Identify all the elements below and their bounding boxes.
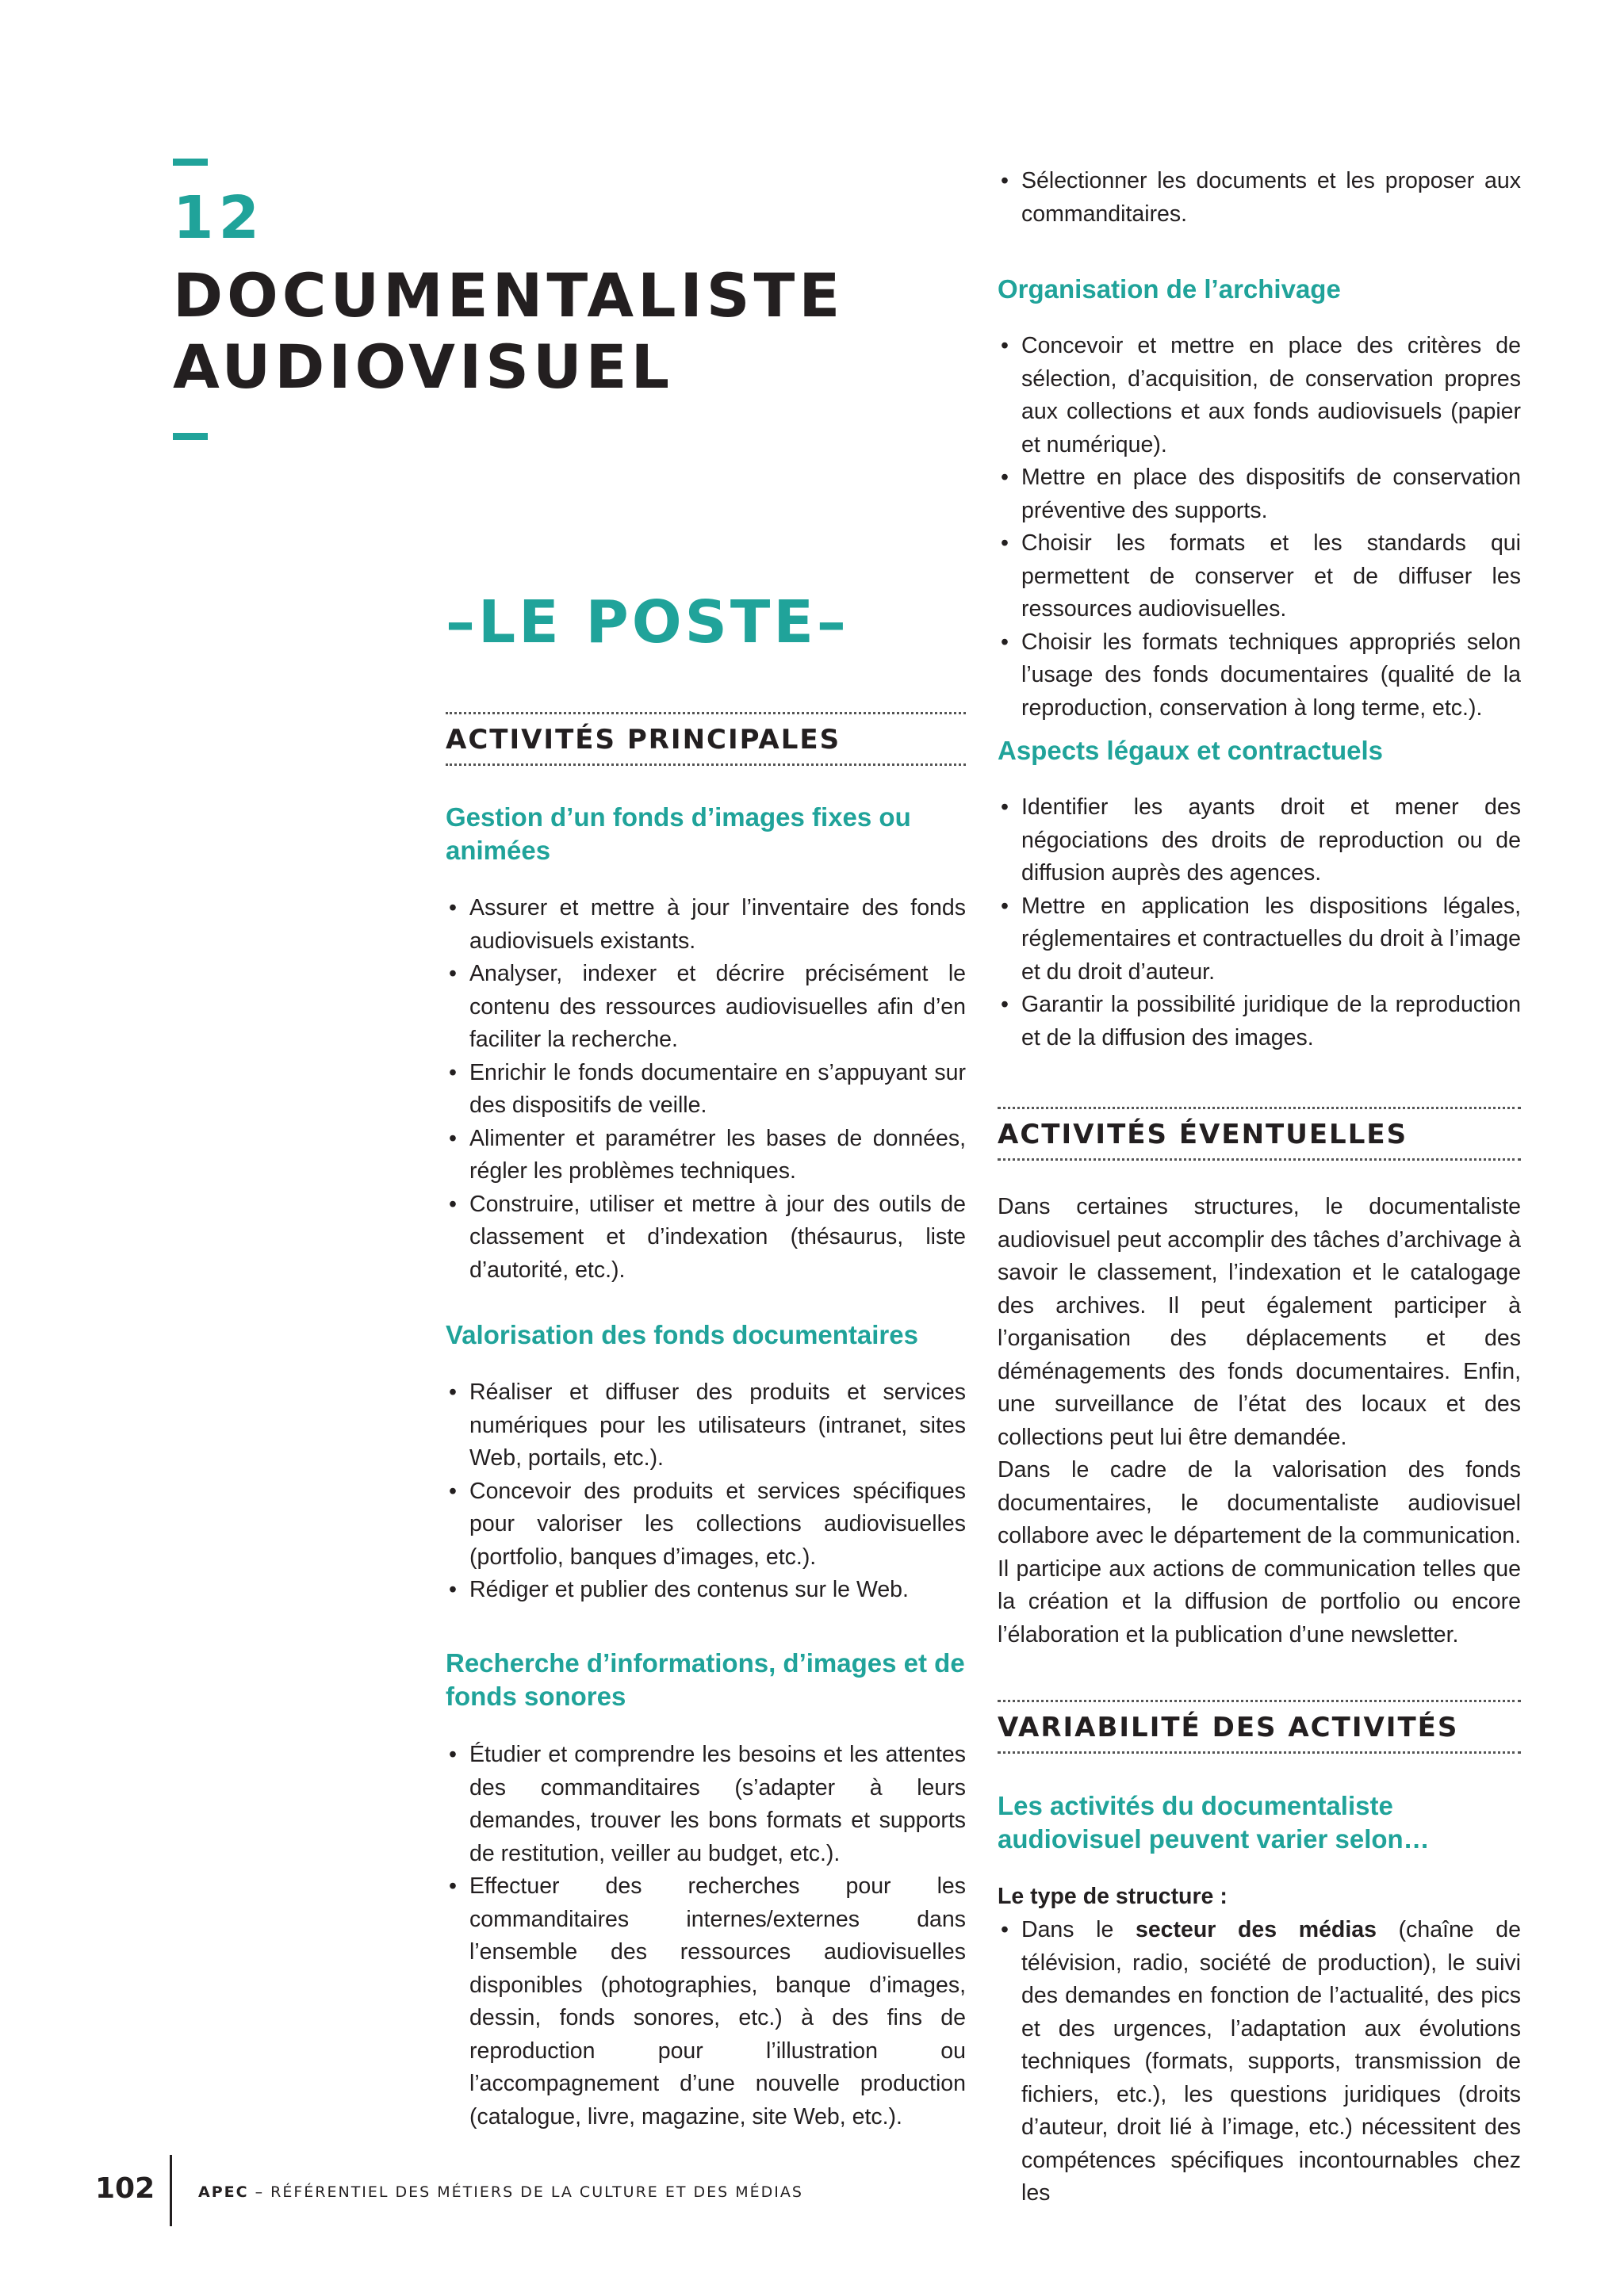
subheading-variabilite: Les activités du documentaliste audiovisuel peuvent varier selon… bbox=[998, 1791, 1430, 1854]
heading-variabilite: VARIABILITÉ DES ACTIVITÉS bbox=[998, 1700, 1521, 1754]
job-number: 12 bbox=[173, 184, 264, 252]
subheading-recherche: Recherche d’informations, d’images et de fonds sonores bbox=[446, 1648, 965, 1711]
list-item: • Garantir la possibilité juridique de la reproduction et de la diffusion des images. bbox=[998, 989, 1521, 1054]
item-prefix: Dans le bbox=[1021, 1917, 1136, 1942]
list-aspects-legaux bbox=[998, 791, 1521, 1054]
heading-activites-principales: ACTIVITÉS PRINCIPALES bbox=[446, 712, 966, 766]
list-item bbox=[998, 1914, 1521, 2210]
list-item: • Réaliser et diffuser des produits et services numériques pour les utilisateurs (intranet, sites Web, portails, etc.). bbox=[446, 1376, 966, 1475]
paragraph-eventuelles-1: Dans certaines structures, le documentaliste audiovisuel peut accomplir des tâches d’archivage à savoir le classement, l’indexation et le catalogage des archives. Il peut également participer à l’organisation des déplacements et des déménagements des fonds documentaires. Enfin, une surveillance de l’état des locaux et des collections peut lui être demandée. bbox=[998, 1194, 1521, 1450]
subheading-valorisation: Valorisation des fonds documentaires bbox=[446, 1320, 918, 1349]
label-type-structure: Le type de structure : bbox=[998, 1884, 1228, 1909]
job-title-line-2: AUDIOVISUEL bbox=[173, 331, 674, 402]
title-dash-bottom bbox=[173, 433, 208, 440]
list-archivage bbox=[998, 330, 1521, 725]
list-item: • Effectuer des recherches pour les commanditaires internes/externes dans l’ensemble des ressources audiovisuelles disponibles (photographies, banque d’images, dessin, fonds sonores, etc.) à des fins de reproduction pour l’illustration ou l’accompagnement d’une nouvelle production (catalogue, livre, magazine, site Web, etc.). bbox=[446, 1870, 966, 2133]
list-item: • Alimenter et paramétrer les bases de données, régler les problèmes techniques. bbox=[446, 1123, 966, 1188]
list-type-structure bbox=[998, 1914, 1521, 2210]
heading-activites-eventuelles: ACTIVITÉS ÉVENTUELLES bbox=[998, 1107, 1521, 1161]
list-valorisation bbox=[446, 1376, 966, 1607]
list-item: • Choisir les formats et les standards qui permettent de conserver et de diffuser les ressources audiovisuelles. bbox=[998, 527, 1521, 626]
list-item: • Étudier et comprendre les besoins et les attentes des commanditaires (s’adapter à leurs demandes, trouver les bons formats et supports de restitution, veiller au budget, etc.). bbox=[446, 1739, 966, 1870]
list-item: • Rédiger et publier des contenus sur le Web. bbox=[446, 1574, 966, 1607]
title-dash-top bbox=[173, 159, 208, 166]
list-item: • Mettre en application les dispositions légales, réglementaires et contractuelles du droit à l’image et du droit d’auteur. bbox=[998, 890, 1521, 989]
job-title-line-1: DOCUMENTALISTE bbox=[173, 260, 845, 331]
list-continued bbox=[998, 165, 1521, 231]
item-rest: (chaîne de télévision, radio, société de production), le suivi des demandes en fonction de l’actualité, des pics et des urgences, l’adaptation aux évolutions techniques (formats, supports, transmission de fichiers, etc.), les questions juridiques (droits d’auteur, droit lié à l’image, etc.) nécessitent des compétences spécifiques incontournables chez les bbox=[1021, 1917, 1521, 2206]
list-item: • Identifier les ayants droit et mener des négociations des droits de reproduction ou de diffusion auprès des agences. bbox=[998, 791, 1521, 890]
subheading-gestion: Gestion d’un fonds d’images fixes ou animées bbox=[446, 802, 911, 865]
list-item: • Choisir les formats techniques appropriés selon l’usage des fonds documentaires (qualité de la reproduction, conservation à long terme, etc.). bbox=[998, 626, 1521, 725]
list-recherche bbox=[446, 1739, 966, 2133]
list-item: • Sélectionner les documents et les proposer aux commanditaires. bbox=[998, 165, 1521, 231]
list-item: • Analyser, indexer et décrire précisément le contenu des ressources audiovisuelles afin d’en faciliter la recherche. bbox=[446, 958, 966, 1057]
subheading-archivage: Organisation de l’archivage bbox=[998, 274, 1341, 304]
footer-brand: APEC bbox=[198, 2183, 249, 2201]
list-item: • Mettre en place des dispositifs de conservation préventive des supports. bbox=[998, 461, 1521, 527]
footer-divider bbox=[170, 2155, 172, 2226]
list-item: • Assurer et mettre à jour l’inventaire des fonds audiovisuels existants. bbox=[446, 892, 966, 958]
section-title: –LE POSTE– bbox=[446, 588, 849, 656]
list-item: • Enrichir le fonds documentaire en s’appuyant sur des dispositifs de veille. bbox=[446, 1057, 966, 1123]
list-gestion bbox=[446, 892, 966, 1287]
page-number: 102 bbox=[95, 2172, 155, 2205]
item-bold: secteur des médias bbox=[1135, 1917, 1377, 1942]
footer-title: – RÉFÉRENTIEL DES MÉTIERS DE LA CULTURE ET DES MÉDIAS bbox=[248, 2183, 803, 2201]
list-item: • Construire, utiliser et mettre à jour des outils de classement et d’indexation (thésaurus, liste d’autorité, etc.). bbox=[446, 1188, 966, 1288]
subheading-aspects-legaux: Aspects légaux et contractuels bbox=[998, 736, 1384, 765]
job-title bbox=[173, 260, 844, 403]
list-item: • Concevoir et mettre en place des critères de sélection, d’acquisition, de conservation propres aux collections et aux fonds audiovisuels (papier et numérique). bbox=[998, 330, 1521, 461]
list-item: • Concevoir des produits et services spécifiques pour valoriser les collections audiovisuelles (portfolio, banques d’images, etc.). bbox=[446, 1475, 966, 1575]
footer-text bbox=[198, 2183, 803, 2201]
paragraph-eventuelles-2: Dans le cadre de la valorisation des fonds documentaires, le documentaliste audiovisuel collabore avec le département de la communication. Il participe aux actions de communication telles que la création et la diffusion de portfolio ou encore l’élaboration et la publication d’une newsletter. bbox=[998, 1457, 1521, 1647]
